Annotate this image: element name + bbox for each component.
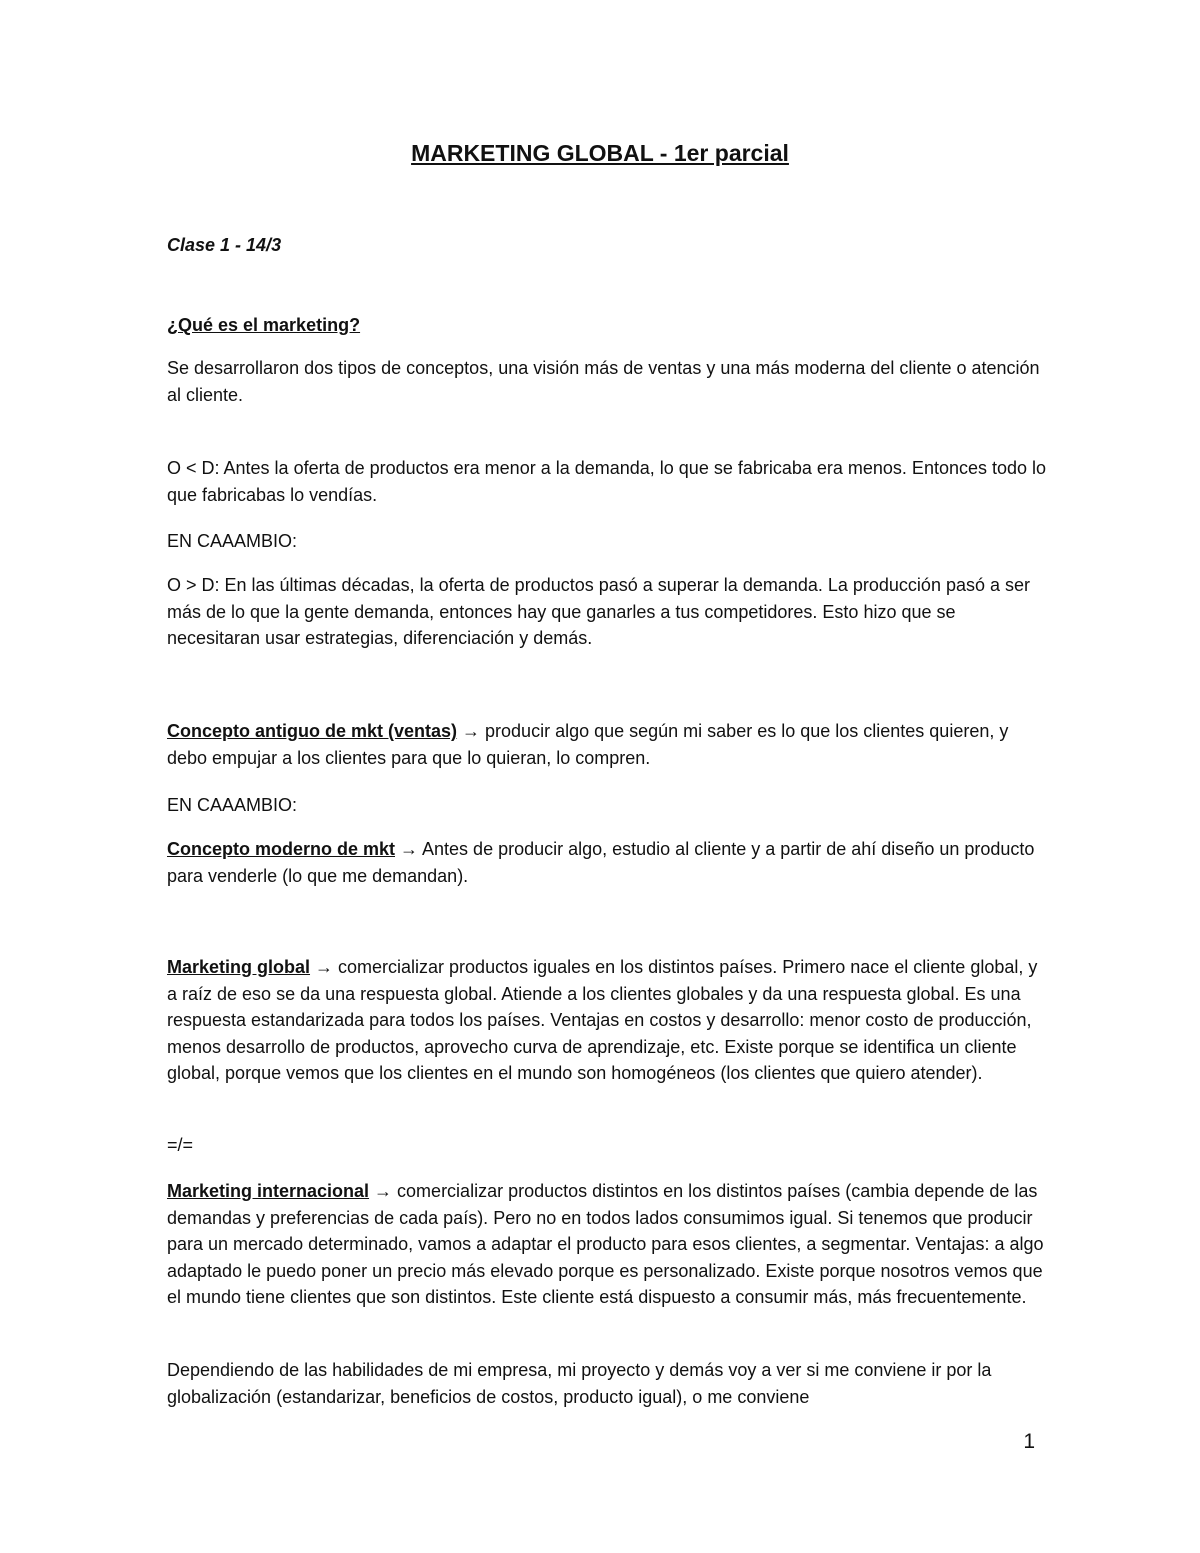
en-cambio-label-2: EN CAAAMBIO: bbox=[167, 795, 298, 815]
marketing-internacional-text: → comercializar productos distintos en los distintos países (cambia depende de las demandas y preferencias de cada país). Pero no en todos lados consumimos igual. Si tenemos que producir para un mercado determinado, vamos a adaptar el producto para esos clientes, a segmentar. Ventajas: a algo adaptado le puedo poner un precio más elevado porque es personalizado. Existe porque nosotros vemos que el mundo tiene clientes que son distintos. Este cliente está dispuesto a consumir más, más frecuentemente. bbox=[167, 1181, 1044, 1307]
concept-old-term: Concepto antiguo de mkt (ventas) bbox=[167, 721, 458, 741]
paragraph-marketing-internacional bbox=[167, 1178, 1047, 1311]
paragraph-supply-less: O < D: Antes la oferta de productos era menor a la demanda, lo que se fabricaba era menos. Entonces todo lo que fabricabas lo vendías. bbox=[167, 458, 1047, 505]
document-title: MARKETING GLOBAL - 1er parcial bbox=[411, 140, 789, 166]
paragraph-intro: Se desarrollaron dos tipos de conceptos, una visión más de ventas y una más moderna del cliente o atención al cliente. bbox=[167, 358, 1040, 405]
paragraph-concept-modern bbox=[167, 836, 1047, 889]
not-equal-sign: =/= bbox=[167, 1135, 194, 1155]
marketing-global-text: → comercializar productos iguales en los distintos países. Primero nace el cliente global, y a raíz de eso se da una respuesta global. Atiende a los clientes globales y da una respuesta global. Es una respuesta estandarizada para todos los países. Ventajas en costos y desarrollo: menor costo de producción, menos desarrollo de productos, aprovecho curva de aprendizaje, etc. Existe porque se identifica un cliente global, porque vemos que los clientes en el mundo son homogéneos (los clientes que quiero atender). bbox=[167, 957, 1038, 1083]
question-heading: ¿Qué es el marketing? bbox=[167, 315, 361, 335]
concept-old-text: → producir algo que según mi saber es lo que los clientes quieren, y debo empujar a los clientes para que lo quieran, lo compren. bbox=[167, 721, 1009, 768]
page-number: 1 bbox=[1023, 1430, 1035, 1453]
paragraph-conclusion: Dependiendo de las habilidades de mi empresa, mi proyecto y demás voy a ver si me conviene ir por la globalización (estandarizar, beneficios de costos, producto igual), o me conviene bbox=[167, 1360, 992, 1407]
concept-modern-term: Concepto moderno de mkt bbox=[167, 839, 396, 859]
concept-modern-text: → Antes de producir algo, estudio al cliente y a partir de ahí diseño un producto para venderle (lo que me demandan). bbox=[167, 839, 1035, 886]
paragraph-concept-old bbox=[167, 718, 1047, 771]
marketing-internacional-term: Marketing internacional bbox=[167, 1181, 370, 1201]
en-cambio-label-1: EN CAAAMBIO: bbox=[167, 531, 298, 551]
marketing-global-term: Marketing global bbox=[167, 957, 311, 977]
class-heading: Clase 1 - 14/3 bbox=[167, 235, 282, 255]
paragraph-marketing-global bbox=[167, 954, 1047, 1087]
paragraph-supply-more: O > D: En las últimas décadas, la oferta de productos pasó a superar la demanda. La producción pasó a ser más de lo que la gente demanda, entonces hay que ganarles a tus competidores. Esto hizo que se necesitaran usar estrategias, diferenciación y demás. bbox=[167, 575, 1031, 648]
